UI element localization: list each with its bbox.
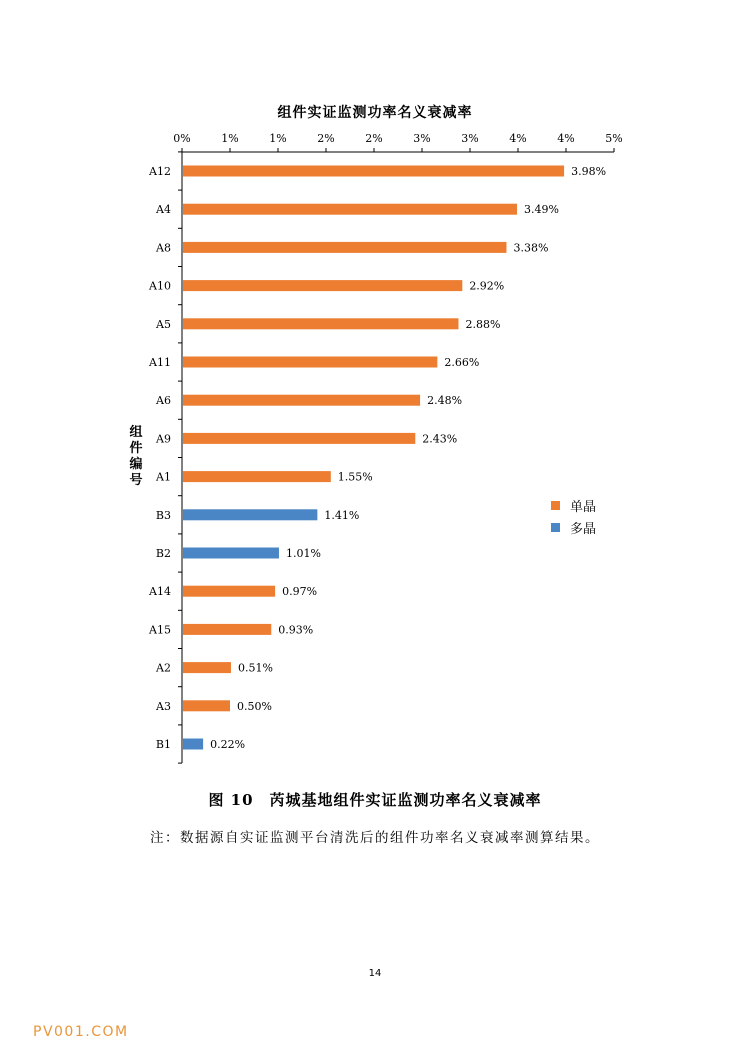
legend-swatch-poly (551, 523, 560, 532)
category-label: A9 (156, 432, 171, 446)
category-label: A6 (156, 394, 171, 408)
data-label: 0.97% (282, 585, 318, 599)
category-label: B3 (155, 508, 171, 522)
data-label: 0.22% (210, 738, 246, 751)
x-tick-label: 4% (509, 132, 527, 145)
x-tick-label: 3% (461, 132, 479, 145)
bar-A12 (183, 166, 564, 177)
bar-A11 (183, 357, 437, 368)
category-label: A2 (156, 661, 171, 675)
y-axis-label: 组件编号 (129, 425, 143, 488)
bar-B3 (183, 509, 317, 520)
legend-label-poly: 多晶 (570, 522, 597, 537)
watermark: PV001.COM (33, 1024, 129, 1040)
category-label: A14 (149, 585, 171, 599)
bar-A10 (183, 280, 462, 291)
data-label: 3.49% (524, 203, 559, 217)
chart-title: 组件实证监测功率名义衰减率 (277, 105, 473, 121)
category-label: A4 (156, 203, 171, 217)
data-label: 2.92% (469, 279, 505, 293)
data-label: 1.41% (324, 508, 360, 522)
figure-note: 注：数据源自实证监测平台清洗后的组件功率名义衰减率测算结果。 (150, 830, 600, 846)
category-label: B1 (155, 738, 171, 751)
bar-A9 (183, 433, 415, 444)
bar-A8 (183, 242, 506, 253)
data-label: 1.01% (285, 547, 321, 560)
x-tick-label: 2% (365, 132, 383, 145)
x-tick-label: 0% (173, 132, 191, 145)
data-label: 2.48% (427, 394, 463, 408)
bar-A2 (183, 662, 231, 673)
bar-A6 (183, 395, 420, 406)
data-label: 0.51% (237, 661, 273, 675)
bar-A15 (183, 624, 271, 635)
category-label: A12 (149, 165, 171, 178)
data-label: 0.93% (278, 623, 314, 637)
x-tick-label: 2% (317, 132, 335, 145)
data-label: 3.38% (513, 241, 549, 255)
bar-B2 (183, 548, 279, 559)
category-label: A11 (149, 356, 171, 369)
x-tick-label: 4% (557, 132, 575, 145)
x-tick-label: 1% (269, 132, 287, 145)
category-label: A5 (156, 317, 171, 331)
data-label: 2.88% (465, 317, 501, 331)
bar-A1 (183, 471, 331, 482)
category-label: B2 (155, 547, 171, 560)
category-label: A8 (156, 241, 171, 255)
x-tick-label: 5% (605, 132, 623, 145)
bar-A5 (183, 318, 458, 329)
x-tick-label: 1% (221, 132, 239, 145)
legend-swatch-mono (551, 501, 560, 510)
data-label: 2.43% (422, 432, 458, 446)
bar-A4 (183, 204, 517, 215)
data-label: 3.98% (571, 165, 607, 178)
legend-item-poly (551, 518, 596, 537)
category-label: A10 (149, 279, 171, 293)
category-label: A15 (149, 623, 171, 637)
bar-B1 (183, 739, 203, 750)
legend-label-mono: 单晶 (570, 500, 597, 515)
data-label: 2.66% (444, 356, 480, 369)
bar-A14 (183, 586, 275, 597)
x-tick-label: 3% (413, 132, 431, 145)
figure-caption: 图 10 芮城基地组件实证监测功率名义衰减率 (208, 791, 542, 809)
category-label: A1 (156, 470, 171, 484)
category-label: A3 (156, 699, 171, 713)
data-label: 0.50% (237, 699, 272, 713)
page-number: 14 (368, 968, 382, 979)
data-label: 1.55% (337, 470, 373, 484)
legend-item-mono (551, 496, 596, 515)
bar-A3 (183, 700, 230, 711)
